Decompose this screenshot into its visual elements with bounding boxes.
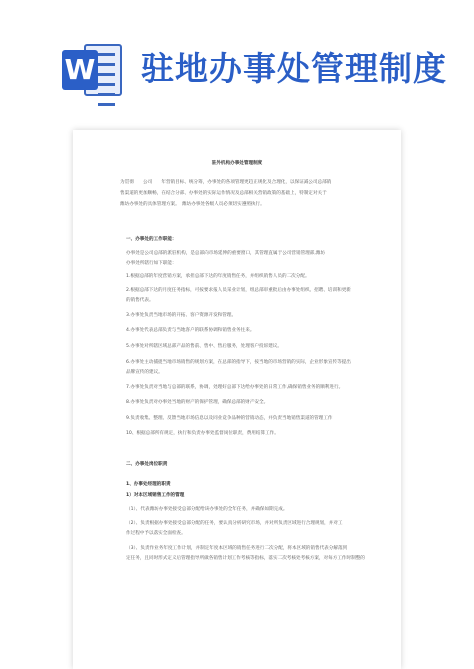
sec1-line: 3.办事处负责当地市场的开拓、客户资源开发和管理。 (126, 313, 237, 318)
sec1-line: 品牌宣传的建议。 (126, 370, 163, 375)
document-title: 驻外机构办事处管理制度 (211, 161, 263, 166)
sec1-line: 办事处所辖行如下职能： (126, 261, 177, 266)
sec2-line: 作过程中予以落实全面检查。 (126, 531, 186, 536)
intro-line-1: 为贯彻 公司 年营销目标、统分筹，办事处的各项管理更趋正规化及合理化，以保证减公司总部销 (120, 180, 332, 185)
word-icon (62, 40, 126, 100)
word-letter-badge: W (62, 50, 98, 90)
section-2-title: 二、办事处岗位职责 (126, 462, 168, 467)
sec2-line: （2）、负责根据办事处接受总部分配的任务，要认真分析研究市场，并对所负责区域进行合理规划，并对工 (126, 521, 343, 526)
sec2-line: 定任务，且同时形式定义后管理指导所做各销售计划工作考核等指标，落实二次考核处考核方案，对每方工作时制整的 (126, 556, 365, 561)
sec2-line: （3）、负责作业务年度工作计划，并制定年度本区域的销售任务进行二次分配，将本区域的销售代表分解落到 (126, 546, 348, 551)
sec1-line: 5.办事处对所辖区域总部产品的售前、售中、售后服务，处理客户投诉建议。 (126, 344, 282, 349)
section-1-title: 一、办事处的工作职能： (126, 237, 177, 242)
section-2-subtitle: 1、办事处经理的职责 (126, 482, 171, 487)
intro-line-2: 售渠道的更加顺畅，在结合分部、办事处的实际运作情况及总部相关营销政策的基础上，特制定对关于 (120, 191, 327, 196)
sec1-line: 的销售代表。 (126, 298, 154, 303)
sec1-line: 7.办事处负责对当地与总部的联系，协调，处理好总部下达给办事处的日常工作,确保销售业务的顺利进行。 (126, 385, 344, 390)
sec1-line: 8.办事处负责对办事处当地的财产的保护管理，确保总部的财产安全。 (126, 400, 269, 405)
sec1-line: 办事处是公司总部的派驻机构，是总部向市场延伸的重要窗口，其管理直属于公司营销管理部,潍坊 (126, 251, 325, 256)
section-2-subsubtitle: 1）对本区域销售工作的管理 (126, 493, 185, 498)
sec1-line: 9.负责收集、整理、反馈当地市场信息以及同业竞争品种的营销动态，并负责当地销售渠道的管理工作 (126, 416, 333, 421)
sec1-line: 10、根据总部所有规定，执行和负责办事处监督岗位职责，费用结算工作。 (126, 431, 279, 436)
header (0, 0, 474, 125)
sec1-line: 6.办事处主动捕捉当地市场销售的规划方案，在总部的指导下，按当地的市场营销的实际，企业形象宣传等提出 (126, 360, 351, 365)
sec1-line: 1.根据总部的年度营销方案，承担总部下达的年度销售任务，并组织销售人员的二次分配。 (126, 274, 310, 279)
sec2-line: （1）、代表潍坊办事处接受总部分配给该办事处的全年任务，并确保如期完成。 (126, 507, 288, 512)
document-page (73, 130, 401, 669)
sec1-line: 4.办事处代表总部负责与当地客户的联系协调和销售业务往来。 (126, 328, 255, 333)
intro-line-3: 潍坊办事处的具体管理方案。 潍坊办事处各级人员必须切实遵照执行。 (120, 202, 265, 207)
sec1-line: 2.根据总部下达的月度任务指标，可按要求报人员采业计划，组总部审重批后由办事处组织、招聘、培训和更新 (126, 288, 351, 293)
page-title: 驻地办事处管理制度 (141, 49, 447, 88)
